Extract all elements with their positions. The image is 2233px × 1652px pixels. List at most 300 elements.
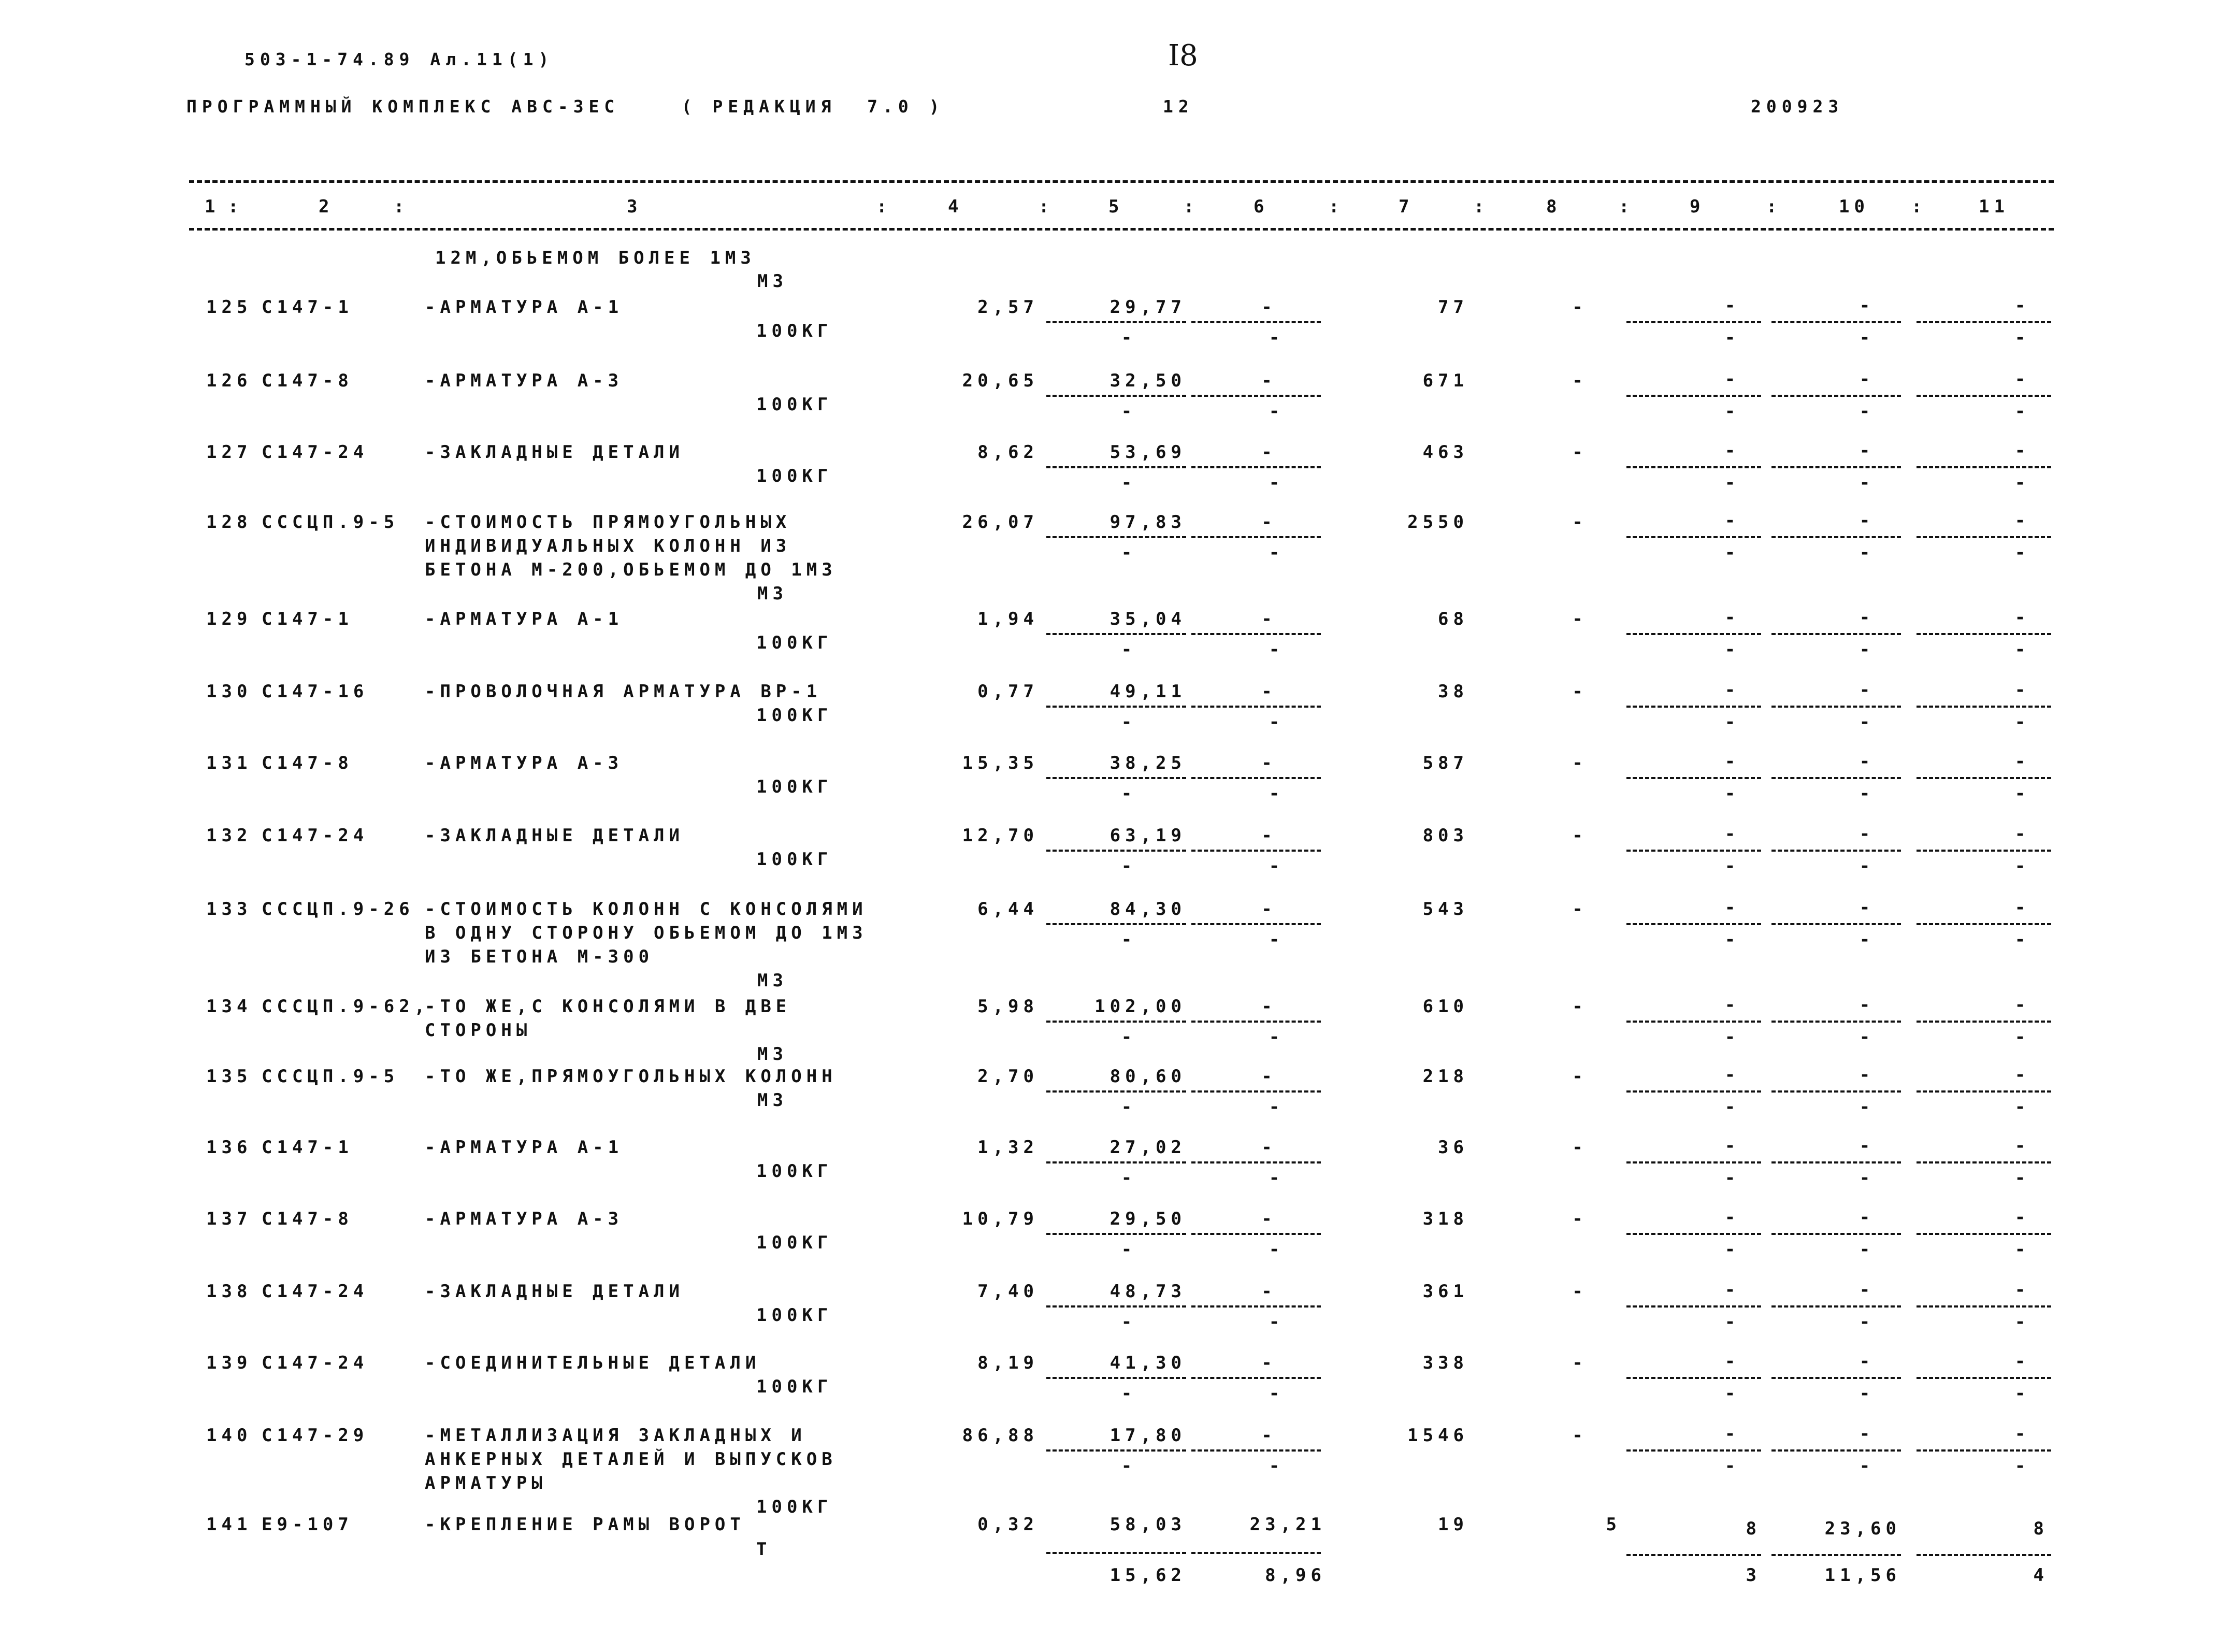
row-rule	[1191, 395, 1321, 397]
col-header-2: 2	[319, 196, 334, 217]
row-col7: 68	[1438, 609, 1468, 629]
row-rule	[1771, 777, 1901, 779]
row-unit: М3	[757, 583, 788, 604]
row-quantity: 15,35	[962, 753, 1039, 773]
row-rule	[1046, 1449, 1186, 1452]
program-title: ПРОГРАММНЫЙ КОМПЛЕКС АВС-3ЕС ( РЕДАКЦИЯ 7.0 )	[186, 96, 945, 117]
row-name-line: -ТО ЖЕ,С КОНСОЛЯМИ В ДВЕ	[425, 996, 791, 1017]
empty-dash: -	[1859, 369, 1870, 390]
empty-dash: -	[1724, 472, 1736, 493]
empty-dash: -	[1121, 1168, 1132, 1188]
row-rule	[1771, 923, 1901, 925]
empty-dash: -	[2014, 1136, 2026, 1156]
row-code: С147-29	[262, 1425, 369, 1446]
row-code: С147-24	[262, 442, 369, 463]
row-col7: 218	[1422, 1066, 1468, 1087]
empty-dash: -	[1724, 1065, 1736, 1085]
row-col7: 587	[1422, 753, 1468, 773]
row-col7: 671	[1422, 370, 1468, 391]
empty-dash: -	[2014, 1027, 2026, 1047]
empty-dash: -	[1121, 327, 1132, 348]
row-name-line: -СТОИМОСТЬ ПРЯМОУГОЛЬНЫХ	[425, 512, 791, 533]
page-number: I8	[1168, 39, 1198, 73]
row-rule	[1917, 1305, 2051, 1308]
empty-dash: -	[1859, 1027, 1870, 1047]
row-col5: 32,50	[1110, 370, 1186, 391]
row-col5: 41,30	[1110, 1353, 1186, 1373]
row-code: СССЦП.9-62,	[262, 996, 430, 1017]
row-code: С147-8	[262, 370, 353, 391]
row-col8: -	[1572, 1066, 1588, 1087]
empty-dash: -	[2014, 1351, 2026, 1372]
empty-dash: -	[1859, 1239, 1870, 1260]
row-rule	[1917, 1161, 2051, 1163]
row-rule	[1046, 1377, 1186, 1379]
empty-dash: -	[1724, 639, 1736, 660]
row-col5: 49,11	[1110, 681, 1186, 702]
row-code: С147-24	[262, 1281, 369, 1302]
col-header-1: 1	[205, 196, 220, 217]
row-rule	[1917, 1449, 2051, 1452]
row-rule	[1191, 1021, 1321, 1023]
row-code: С147-1	[262, 1137, 353, 1158]
row-col8: -	[1572, 1209, 1588, 1229]
empty-dash: -	[2014, 327, 2026, 348]
col-header-10: 10	[1839, 196, 1869, 217]
empty-dash: -	[1859, 510, 1870, 531]
row-rule	[1771, 1161, 1901, 1163]
row-col7: 543	[1422, 899, 1468, 920]
row-quantity: 1,32	[977, 1137, 1039, 1158]
row-rule	[1626, 777, 1761, 779]
row-rule	[1771, 1233, 1901, 1235]
empty-dash: -	[1724, 607, 1736, 628]
row-rule	[1626, 633, 1761, 635]
row-number: 139	[206, 1353, 252, 1373]
row-name-line: АРМАТУРЫ	[425, 1473, 547, 1493]
row-name-line: АНКЕРНЫХ ДЕТАЛЕЙ И ВЫПУСКОВ	[425, 1449, 837, 1470]
row-name-line: -ЗАКЛАДНЫЕ ДЕТАЛИ	[425, 825, 684, 846]
empty-dash: -	[1724, 897, 1736, 918]
row-col6: -	[1261, 825, 1277, 846]
row-rule	[1626, 466, 1761, 468]
row-rule	[1917, 777, 2051, 779]
row-number: 140	[206, 1425, 252, 1446]
row-col8: -	[1572, 1281, 1588, 1302]
row-quantity: 8,19	[977, 1353, 1039, 1373]
row-unit: М3	[757, 970, 788, 991]
sub-col10: 11,56	[1824, 1565, 1901, 1586]
empty-dash: -	[2014, 1280, 2026, 1300]
row-code: СССЦП.9-5	[262, 512, 399, 533]
empty-dash: -	[1724, 1351, 1736, 1372]
empty-dash: -	[1724, 1168, 1736, 1188]
row-quantity: 6,44	[977, 899, 1039, 920]
row-rule	[1191, 777, 1321, 779]
row-name-line: -АРМАТУРА А-1	[425, 297, 624, 318]
empty-dash: -	[1859, 472, 1870, 493]
row-number: 129	[206, 609, 252, 629]
row-col5: 17,80	[1110, 1425, 1186, 1446]
empty-dash: -	[2014, 542, 2026, 563]
sub-col9: 3	[1746, 1565, 1761, 1586]
empty-dash: -	[1121, 856, 1132, 877]
empty-dash: -	[2014, 712, 2026, 732]
empty-dash: -	[1859, 1207, 1870, 1228]
row-rule	[1626, 536, 1761, 538]
row-rule	[1046, 777, 1186, 779]
row-name-line: ИНДИВИДУАЛЬНЫХ КОЛОНН ИЗ	[425, 536, 791, 556]
empty-dash: -	[1121, 1027, 1132, 1047]
empty-dash: -	[1269, 1383, 1280, 1404]
empty-dash: -	[2014, 680, 2026, 700]
empty-dash: -	[1724, 401, 1736, 422]
col-header-sep: :	[228, 196, 243, 217]
row-rule	[1771, 706, 1901, 708]
empty-dash: -	[1859, 929, 1870, 950]
row-code: С147-8	[262, 753, 353, 773]
row-unit: 100КГ	[756, 394, 833, 415]
col-header-6: 6	[1254, 196, 1269, 217]
row-col8: -	[1572, 1137, 1588, 1158]
row-rule	[1771, 1377, 1901, 1379]
sub-col11: 4	[2033, 1565, 2049, 1586]
empty-dash: -	[2014, 472, 2026, 493]
subtotal-rule	[1917, 1554, 2051, 1556]
empty-dash: -	[1121, 472, 1132, 493]
row-number: 126	[206, 370, 252, 391]
row-rule	[1191, 1377, 1321, 1379]
empty-dash: -	[1269, 1456, 1280, 1476]
col-header-3: 3	[627, 196, 642, 217]
empty-dash: -	[2014, 1424, 2026, 1444]
empty-dash: -	[1859, 1065, 1870, 1085]
empty-dash: -	[1724, 1280, 1736, 1300]
empty-dash: -	[1859, 542, 1870, 563]
empty-dash: -	[1269, 401, 1280, 422]
empty-dash: -	[1269, 929, 1280, 950]
row-quantity: 20,65	[962, 370, 1039, 391]
row-col8: -	[1572, 609, 1588, 629]
empty-dash: -	[1859, 607, 1870, 628]
empty-dash: -	[2014, 929, 2026, 950]
row-rule	[1917, 1021, 2051, 1023]
empty-dash: -	[1121, 639, 1132, 660]
empty-dash: -	[1859, 783, 1870, 804]
row-name-line: В ОДНУ СТОРОНУ ОБЬЕМОМ ДО 1М3	[425, 923, 868, 943]
empty-dash: -	[2014, 1097, 2026, 1117]
empty-dash: -	[1859, 1280, 1870, 1300]
empty-dash: -	[2014, 639, 2026, 660]
row-rule	[1917, 1377, 2051, 1379]
row-rule	[1771, 321, 1901, 323]
row-name-line: -ЗАКЛАДНЫЕ ДЕТАЛИ	[425, 442, 684, 463]
empty-dash: -	[2014, 783, 2026, 804]
row-rule	[1046, 1305, 1186, 1308]
row-rule	[1771, 395, 1901, 397]
row-rule	[1191, 536, 1321, 538]
empty-dash: -	[1269, 1097, 1280, 1117]
empty-dash: -	[1724, 1207, 1736, 1228]
row-rule	[1626, 706, 1761, 708]
row-col5: 80,60	[1110, 1066, 1186, 1087]
subtotal-rule	[1626, 1554, 1761, 1556]
row-col5: 29,50	[1110, 1209, 1186, 1229]
row-name-line: СТОРОНЫ	[425, 1020, 532, 1041]
row-col8: -	[1572, 512, 1588, 533]
col-header-sep: :	[1329, 196, 1344, 217]
row-col5: 27,02	[1110, 1137, 1186, 1158]
empty-dash: -	[1269, 783, 1280, 804]
col-header-4: 4	[948, 196, 963, 217]
row-col8: -	[1572, 1353, 1588, 1373]
row-name-line: ИЗ БЕТОНА М-300	[425, 946, 654, 967]
subtotal-rule	[1191, 1552, 1321, 1554]
row-number: 141	[206, 1514, 252, 1535]
row-rule	[1046, 923, 1186, 925]
row-unit: Т	[756, 1539, 772, 1560]
row-rule	[1191, 1161, 1321, 1163]
empty-dash: -	[1859, 1351, 1870, 1372]
row-code: СССЦП.9-26	[262, 899, 414, 920]
row-name: -КРЕПЛЕНИЕ РАМЫ ВОРОТ	[425, 1514, 745, 1535]
row-col8: -	[1572, 681, 1588, 702]
row-code: С147-1	[262, 609, 353, 629]
empty-dash: -	[1269, 712, 1280, 732]
row-col6: 23,21	[1249, 1514, 1326, 1535]
row-rule	[1771, 1090, 1901, 1093]
empty-dash: -	[1724, 1383, 1736, 1404]
empty-dash: -	[1859, 1424, 1870, 1444]
col-header-7: 7	[1399, 196, 1414, 217]
empty-dash: -	[2014, 1207, 2026, 1228]
row-rule	[1626, 1233, 1761, 1235]
row-unit: М3	[757, 1044, 788, 1065]
row-rule	[1191, 850, 1321, 852]
empty-dash: -	[1269, 1027, 1280, 1047]
empty-dash: -	[2014, 295, 2026, 316]
empty-dash: -	[1859, 1136, 1870, 1156]
empty-dash: -	[1859, 824, 1870, 844]
empty-dash: -	[1269, 1239, 1280, 1260]
row-col6: -	[1261, 681, 1277, 702]
sub-col5: 15,62	[1110, 1565, 1186, 1586]
row-col7: 610	[1422, 996, 1468, 1017]
row-number: 132	[206, 825, 252, 846]
empty-dash: -	[1859, 712, 1870, 732]
empty-dash: -	[2014, 1239, 2026, 1260]
sheet-number: 12	[1163, 96, 1194, 117]
empty-dash: -	[1724, 995, 1736, 1015]
row-unit: 100КГ	[756, 633, 833, 653]
row-unit: 100КГ	[756, 777, 833, 797]
row-col5: 97,83	[1110, 512, 1186, 533]
row-rule	[1191, 466, 1321, 468]
col-header-11: 11	[1979, 196, 2009, 217]
row-rule	[1046, 1233, 1186, 1235]
row-number: 135	[206, 1066, 252, 1087]
row-col8: 5	[1606, 1514, 1621, 1535]
empty-dash: -	[1121, 1383, 1132, 1404]
carry-over-unit: М3	[757, 271, 788, 292]
row-unit: 100КГ	[756, 1497, 833, 1517]
empty-dash: -	[1859, 327, 1870, 348]
empty-dash: -	[1121, 542, 1132, 563]
row-rule	[1771, 1021, 1901, 1023]
empty-dash: -	[1724, 1312, 1736, 1332]
row-col6: -	[1261, 609, 1277, 629]
row-col6: -	[1261, 1425, 1277, 1446]
empty-dash: -	[1724, 1136, 1736, 1156]
row-code: С147-24	[262, 825, 369, 846]
empty-dash: -	[1724, 369, 1736, 390]
row-rule	[1917, 1233, 2051, 1235]
row-unit: 100КГ	[756, 849, 833, 870]
table-header-rule	[189, 228, 2054, 231]
empty-dash: -	[1859, 751, 1870, 772]
row-quantity: 0,32	[977, 1514, 1039, 1535]
row-col6: -	[1261, 1209, 1277, 1229]
row-col7: 38	[1438, 681, 1468, 702]
row-col6: -	[1261, 1281, 1277, 1302]
empty-dash: -	[1724, 1097, 1736, 1117]
empty-dash: -	[1724, 783, 1736, 804]
row-rule	[1191, 923, 1321, 925]
empty-dash: -	[1121, 1312, 1132, 1332]
col-header-sep: :	[1766, 196, 1782, 217]
empty-dash: -	[1724, 510, 1736, 531]
row-unit: 100КГ	[756, 1305, 833, 1326]
empty-dash: -	[1859, 295, 1870, 316]
row-rule	[1191, 1449, 1321, 1452]
row-name-line: -АРМАТУРА А-3	[425, 370, 624, 391]
row-col6: -	[1261, 370, 1277, 391]
empty-dash: -	[1859, 1168, 1870, 1188]
row-col8: -	[1572, 753, 1588, 773]
row-number: 134	[206, 996, 252, 1017]
empty-dash: -	[1724, 295, 1736, 316]
row-col7: 338	[1422, 1353, 1468, 1373]
row-number: 131	[206, 753, 252, 773]
row-number: 136	[206, 1137, 252, 1158]
row-name-line: -СОЕДИНИТЕЛЬНЫЕ ДЕТАЛИ	[425, 1353, 761, 1373]
row-col6: -	[1261, 1066, 1277, 1087]
date-code: 200923	[1751, 96, 1844, 117]
row-name-line: -АРМАТУРА А-3	[425, 753, 624, 773]
row-col6: -	[1261, 512, 1277, 533]
row-rule	[1626, 321, 1761, 323]
row-rule	[1626, 1161, 1761, 1163]
row-rule	[1626, 1021, 1761, 1023]
row-rule	[1917, 706, 2051, 708]
row-quantity: 2,70	[977, 1066, 1039, 1087]
col-header-sep: :	[1039, 196, 1054, 217]
row-name-line: -АРМАТУРА А-1	[425, 1137, 624, 1158]
empty-dash: -	[1724, 542, 1736, 563]
row-col8: -	[1572, 825, 1588, 846]
row-rule	[1046, 321, 1186, 323]
row-quantity: 1,94	[977, 609, 1039, 629]
empty-dash: -	[1121, 1097, 1132, 1117]
empty-dash: -	[2014, 856, 2026, 877]
empty-dash: -	[2014, 1312, 2026, 1332]
row-unit: 100КГ	[756, 466, 833, 486]
row-code: Е9-107	[262, 1514, 353, 1535]
sub-col6: 8,96	[1265, 1565, 1326, 1586]
row-rule	[1191, 1233, 1321, 1235]
row-col8: -	[1572, 297, 1588, 318]
row-rule	[1191, 321, 1321, 323]
row-col6: -	[1261, 297, 1277, 318]
row-col5: 53,69	[1110, 442, 1186, 463]
row-col8: -	[1572, 996, 1588, 1017]
empty-dash: -	[1859, 1312, 1870, 1332]
row-col7: 1546	[1407, 1425, 1468, 1446]
empty-dash: -	[1269, 639, 1280, 660]
empty-dash: -	[1269, 542, 1280, 563]
row-rule	[1771, 1449, 1901, 1452]
empty-dash: -	[1121, 929, 1132, 950]
empty-dash: -	[1724, 1456, 1736, 1476]
row-rule	[1917, 850, 2051, 852]
row-rule	[1046, 395, 1186, 397]
row-rule	[1917, 466, 2051, 468]
row-unit: 100КГ	[756, 321, 833, 341]
empty-dash: -	[2014, 510, 2026, 531]
row-col8: -	[1572, 442, 1588, 463]
col-header-sep: :	[1474, 196, 1489, 217]
empty-dash: -	[2014, 607, 2026, 628]
row-col8: -	[1572, 899, 1588, 920]
empty-dash: -	[1724, 856, 1736, 877]
row-number: 138	[206, 1281, 252, 1302]
row-name-line: БЕТОНА М-200,ОБЬЕМОМ ДО 1М3	[425, 559, 837, 580]
row-rule	[1191, 706, 1321, 708]
row-rule	[1046, 706, 1186, 708]
row-unit: 100КГ	[756, 1232, 833, 1253]
row-quantity: 8,62	[977, 442, 1039, 463]
empty-dash: -	[1121, 712, 1132, 732]
row-name-line: -МЕТАЛЛИЗАЦИЯ ЗАКЛАДНЫХ И	[425, 1425, 806, 1446]
row-unit: М3	[757, 1090, 788, 1111]
row-rule	[1046, 1021, 1186, 1023]
row-code: С147-8	[262, 1209, 353, 1229]
col-header-sep: :	[1619, 196, 1634, 217]
row-col7: 36	[1438, 1137, 1468, 1158]
row-name-line: -АРМАТУРА А-1	[425, 609, 624, 629]
row-rule	[1771, 1305, 1901, 1308]
row-quantity: 10,79	[962, 1209, 1039, 1229]
row-name-line: -ТО ЖЕ,ПРЯМОУГОЛЬНЫХ КОЛОНН	[425, 1066, 837, 1087]
col-header-sep: :	[876, 196, 892, 217]
row-col5: 29,77	[1110, 297, 1186, 318]
empty-dash: -	[1859, 1383, 1870, 1404]
table-top-rule	[189, 180, 2054, 183]
row-col5: 102,00	[1094, 996, 1186, 1017]
row-rule	[1191, 1090, 1321, 1093]
empty-dash: -	[1859, 401, 1870, 422]
row-rule	[1046, 850, 1186, 852]
row-unit: 100КГ	[756, 705, 833, 726]
row-col7: 2550	[1407, 512, 1468, 533]
empty-dash: -	[1724, 1424, 1736, 1444]
row-col9: 8	[1746, 1518, 1761, 1539]
row-col6: -	[1261, 1137, 1277, 1158]
row-col6: -	[1261, 899, 1277, 920]
row-col6: -	[1261, 996, 1277, 1017]
row-col11: 8	[2033, 1518, 2049, 1539]
row-quantity: 26,07	[962, 512, 1039, 533]
